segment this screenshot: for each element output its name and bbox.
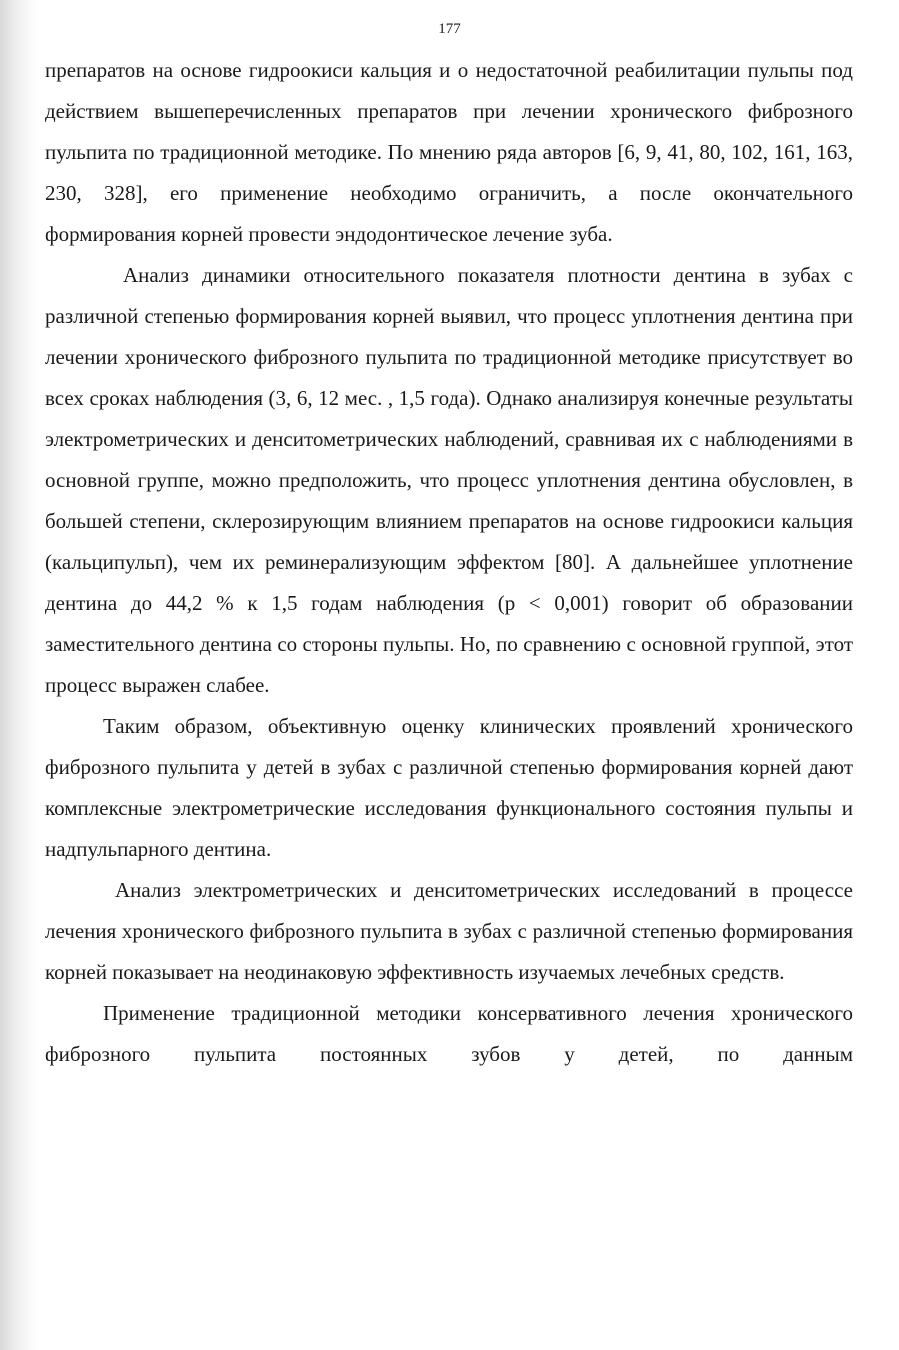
scan-edge-shadow <box>0 0 40 1350</box>
paragraph-4: Анализ электрометрических и денситометрических исследований в процессе лечения хронического фиброзного пульпита в зубах с различной степенью формирования корней показывает на неодинаковую эффективность изучаемых лечебных средств. <box>45 878 853 984</box>
paragraph-2: Анализ динамики относительного показателя плотности дентина в зубах с различной степенью формирования корней выявил, что процесс уплотнения дентина при лечении хронического фиброзного пульпита по традиционной методике присутствует во всех сроках наблюдения (3, 6, 12 мес. , 1,5 года). Однако анализируя конечные результаты электрометрических и денситометрических наблюдений, сравнивая их с наблюдениями в основной группе, можно предположить, что процесс уплотнения дентина обусловлен, в большей степени, склерозирующим влиянием препаратов на основе гидроокиси кальция (кальципульп), чем их реминерализующим эффектом [80]. А дальнейшее уплотнение дентина до 44,2 % к 1,5 годам наблюдения (р < 0,001) говорит об образовании заместительного дентина со стороны пульпы. Но, по сравнению с основной группой, этот процесс выражен слабее. <box>45 263 853 697</box>
paragraph-5: Применение традиционной методики консервативного лечения хронического фиброзного пульпита постоянных зубов у детей, по данным <box>45 1001 853 1066</box>
page-number: 177 <box>438 21 461 37</box>
paragraph-1: препаратов на основе гидроокиси кальция и о недостаточной реабилитации пульпы под действием вышеперечисленных препаратов при лечении хронического фиброзного пульпита по традиционной методике. По мнению ряда авторов [6, 9, 41, 80, 102, 161, 163, 230, 328], его применение необходимо ограничить, а после окончательного формирования корней провести эндодонтическое лечение зуба. <box>45 58 853 246</box>
document-body <box>45 50 853 1075</box>
paragraph-3: Таким образом, объективную оценку клинических проявлений хронического фиброзного пульпита у детей в зубах с различной степенью формирования корней дают комплексные электрометрические исследования функционального состояния пульпы и надпульпарного дентина. <box>45 714 853 861</box>
